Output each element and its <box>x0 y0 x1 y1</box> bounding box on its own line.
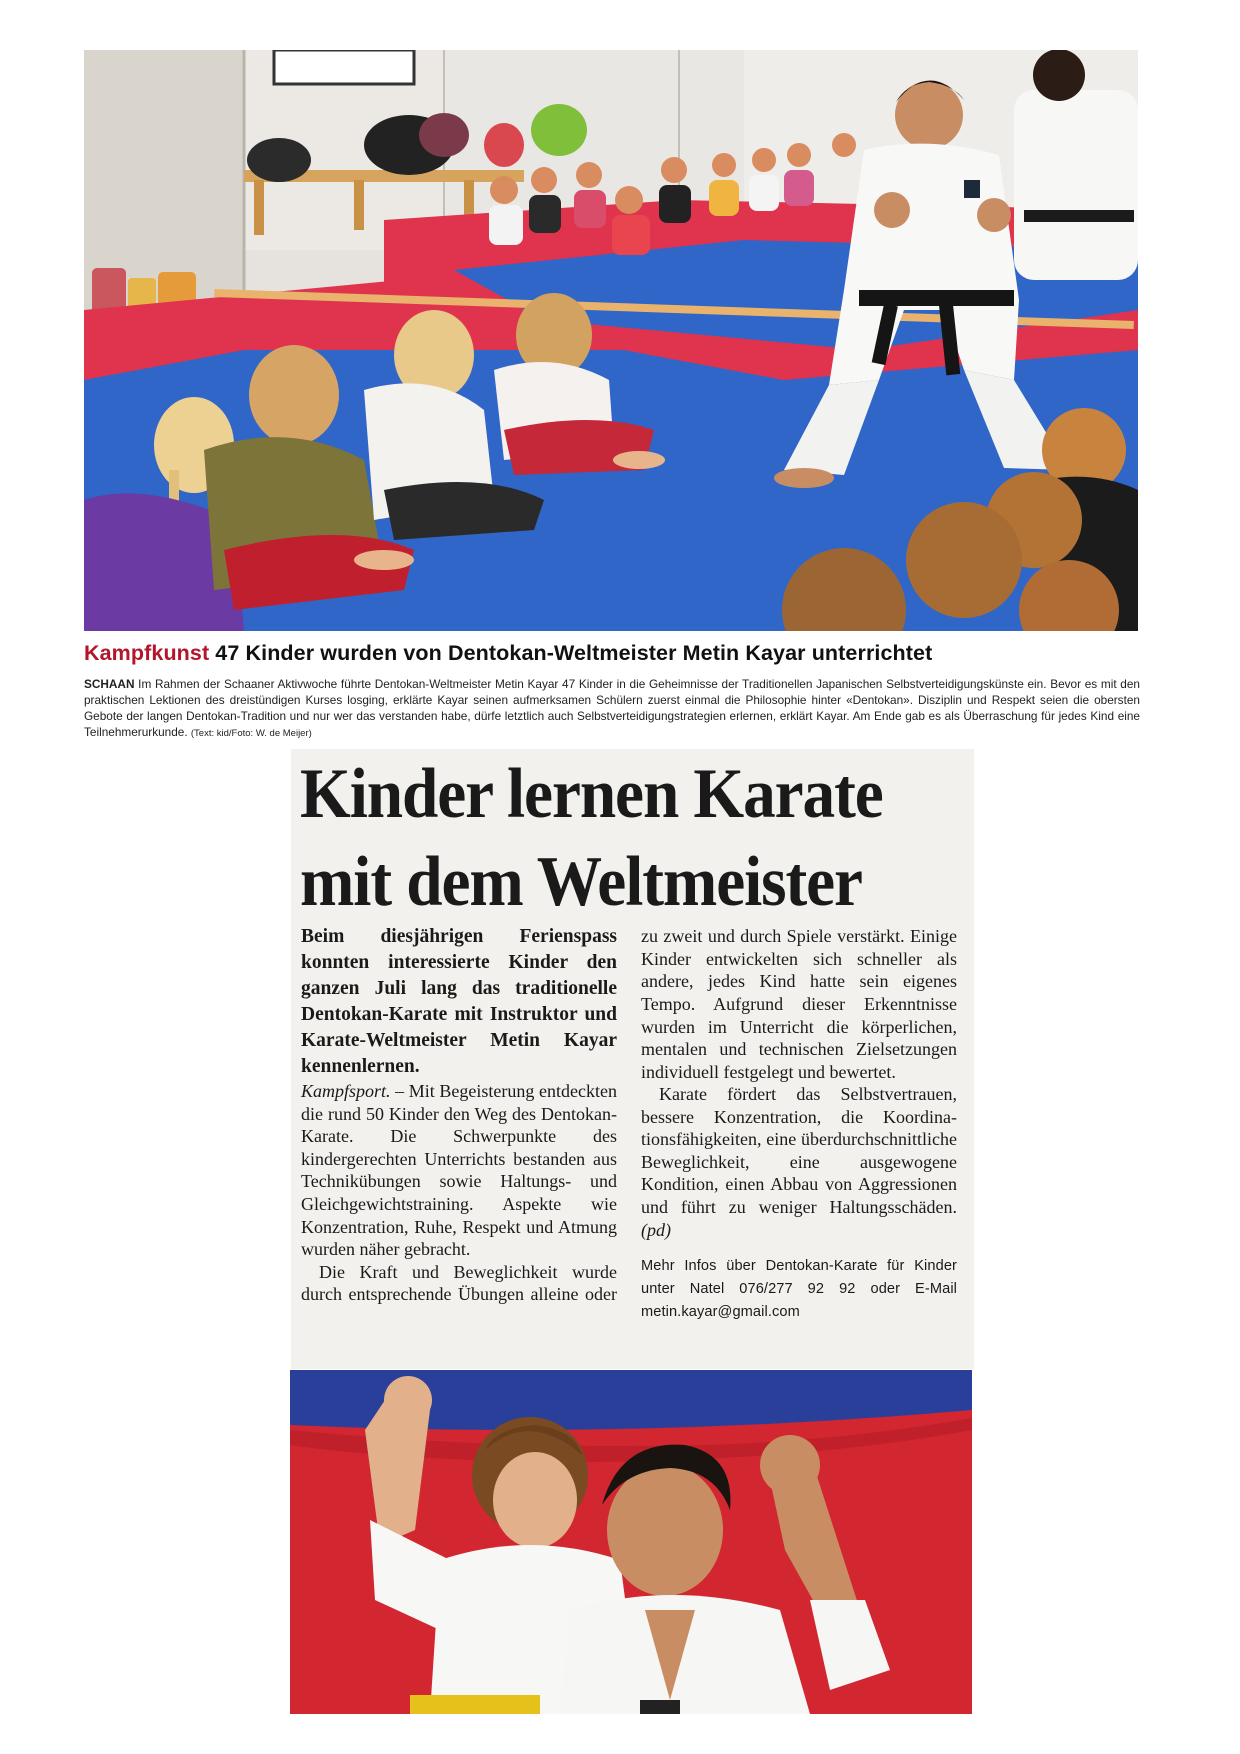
caption-text: Im Rahmen der Schaaner Aktivwoche führte Dentokan-Weltmeister Metin Kayar 47 Kinder in die Geheimnisse der Traditionellen Japanischen Selbstverteidigungskünste ein. Bevor es mit den praktischen Lektionen des dreistündigen Kurses losging, erklärte Kayar seinen aufmerksamen Schülern zuerst einmal die Philosophie hinter «Dentokan». Disziplin und Respekt seien die obersten Gebote der langen Dentokan-Tradition und nur wer das verstanden habe, dürfe letztlich auch Selbstverteidigungstrategien erlernen, erklärt Kayar. Am Ende gab es als Überraschung für jedes Kind eine Teilnehmerurkunde. <box>84 677 1140 739</box>
article-paragraph-2-text: Die Kraft und Beweglichkeit wurde durch entsprechende Übungen alleine oder <box>301 1261 617 1305</box>
article-column-right <box>641 924 957 1324</box>
caption-body <box>84 676 1140 742</box>
article-paragraph-2-continued <box>641 924 957 1083</box>
caption-location: SCHAAN <box>84 677 135 691</box>
caption-headline <box>84 641 1154 666</box>
article-dateline: Kampfsport. <box>301 1081 391 1101</box>
caption-kicker: Kampfkunst <box>84 641 210 665</box>
article-paragraph-3 <box>641 1083 957 1241</box>
top-photo-illustration <box>84 50 1138 631</box>
bottom-photo <box>290 1370 972 1714</box>
article-paragraph-2-flow <box>641 924 957 1083</box>
article-paragraph-3-text: Karate fördert das Selbstvertrauen, bessere Konzentration, die Koordinationsfähigkeiten, eine überdurchschnittliche Beweglichkeit, eine ausgewogene Kondition, einen Abbau von Aggressionen und führt zu weniger Haltungsschäden. <box>641 1084 957 1217</box>
article-column-left <box>301 924 617 1305</box>
caption-headline-text: 47 Kinder wurden von Dentokan-Weltmeister Metin Kayar unterrichtet <box>209 641 933 665</box>
article-paragraph-1 <box>301 1080 617 1261</box>
headline-line-2: mit dem Weltmeister <box>300 843 862 921</box>
bottom-photo-illustration <box>290 1370 972 1714</box>
article-paragraph-2-flow-text: zu zweit und durch Spiele verstärkt. Einige Kinder entwickelten sich schneller als andere, jedes Kind hatte sein eigenes Tempo. Aufgrund dieser Erkenntnisse wurden im Unterricht die körperlichen, mentalen und technischen Zielsetzungen individuell festgelegt und bewertet. <box>641 926 957 1082</box>
article-paragraph-2 <box>301 1261 617 1305</box>
caption-credit: (Text: kid/Foto: W. de Meijer) <box>190 728 312 739</box>
article-signature: (pd) <box>641 1219 671 1240</box>
headline-line-1: Kinder lernen Karate <box>300 755 883 833</box>
article-paragraph-1-text: – Mit Begeisterung entdeckten die rund 50 Kinder den Weg des Dentokan-Karate. Die Schwerpunkte des kindergerechten Unterrichts bestanden aus Technikübungen sowie Haltungs- und Gleichgewichtstraining. Aspekte wie Konzentration, Ruhe, Respekt und Atmung wurden näher gebracht. <box>301 1081 617 1260</box>
top-photo <box>84 50 1138 631</box>
article-info-box: Mehr Infos über Dentokan-Karate für Kinder unter Natel 076/277 92 92 oder E-Mail metin.kayar@gmail.com <box>641 1258 957 1321</box>
article-lead: Beim diesjährigen Ferienspass konnten interessierte Kinder den ganzen Juli lang das traditionelle Dentokan-Karate mit Instruktor und Karate-Weltmeister Metin Kayar kennenlernen. <box>301 926 617 1077</box>
article-headline <box>300 750 926 926</box>
